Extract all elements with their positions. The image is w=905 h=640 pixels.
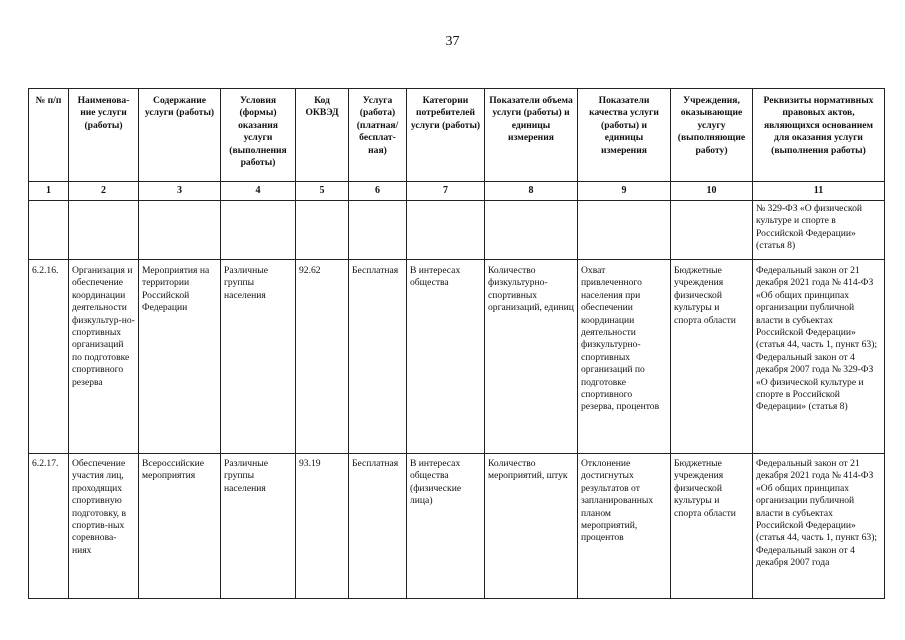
header-cell: Реквизиты нормативных правовых актов, являющихся основанием для оказания услуги (выполнения работы) (753, 89, 885, 182)
header-cell: Показатели качества услуги (работы) и единицы измерения (578, 89, 671, 182)
column-number-row (29, 182, 885, 201)
table-row (29, 260, 885, 454)
column-number: 3 (139, 182, 221, 201)
cell-content (139, 201, 221, 260)
cell-legal-acts: № 329-ФЗ «О физической культуре и спорте в Российской Федерации» (статья 8) (753, 201, 885, 260)
column-number: 9 (578, 182, 671, 201)
cell-quality-indicators (578, 201, 671, 260)
column-number: 5 (296, 182, 349, 201)
cell-quality-indicators: Отклонение достигнутых результатов от запланированных планом мероприятий, процентов (578, 454, 671, 599)
header-cell: Содержание услуги (работы) (139, 89, 221, 182)
cell-number: 6.2.16. (29, 260, 69, 454)
cell-volume-indicators: Количество физкультурно-спортивных организаций, единиц (485, 260, 578, 454)
column-number: 1 (29, 182, 69, 201)
header-cell: Услуга (работа) (платная/ бесплат-ная) (349, 89, 407, 182)
cell-okved: 92.62 (296, 260, 349, 454)
cell-consumers: В интересах общества (физические лица) (407, 454, 485, 599)
column-number: 2 (69, 182, 139, 201)
cell-consumers (407, 201, 485, 260)
cell-content: Всероссийские мероприятия (139, 454, 221, 599)
column-number: 10 (671, 182, 753, 201)
cell-service-name: Организация и обеспечение координации деятельности физкультур-но-спортивных организаций по подготовке спортивного резерва (69, 260, 139, 454)
header-cell: № п/п (29, 89, 69, 182)
cell-legal-acts: Федеральный закон от 21 декабря 2021 года № 414-ФЗ «Об общих принципах организации публичной власти в субъектах Российской Федерации» (статья 44, часть 1, пункт 63); Федеральный закон от 4 декабря 2007 года № 329-ФЗ «О физической культуре и спорте в Российской Федерации» (статья 8) (753, 260, 885, 454)
column-number: 4 (221, 182, 296, 201)
header-cell: Показатели объема услуги (работы) и единицы измерения (485, 89, 578, 182)
cell-institutions: Бюджетные учреждения физической культуры и спорта области (671, 454, 753, 599)
header-row (29, 89, 885, 182)
cell-content: Мероприятия на территории Российской Федерации (139, 260, 221, 454)
cell-conditions: Различные группы населения (221, 454, 296, 599)
cell-okved (296, 201, 349, 260)
header-cell: Код ОКВЭД (296, 89, 349, 182)
cell-service-name: Обеспечение участия лиц, проходящих спортивную подготовку, в спортив-ных соревнова-ниях (69, 454, 139, 599)
header-cell: Наименова-ние услуги (работы) (69, 89, 139, 182)
cell-conditions: Различные группы населения (221, 260, 296, 454)
header-cell: Условия (формы) оказания услуги (выполнения работы) (221, 89, 296, 182)
cell-institutions (671, 201, 753, 260)
cell-volume-indicators (485, 201, 578, 260)
column-number: 7 (407, 182, 485, 201)
column-number: 8 (485, 182, 578, 201)
header-cell: Категории потребителей услуги (работы) (407, 89, 485, 182)
cell-number: 6.2.17. (29, 454, 69, 599)
column-number: 6 (349, 182, 407, 201)
column-number: 11 (753, 182, 885, 201)
header-cell: Учреждения, оказывающие услугу (выполняющие работу) (671, 89, 753, 182)
cell-paid-free: Бесплатная (349, 454, 407, 599)
cell-paid-free: Бесплатная (349, 260, 407, 454)
services-table (28, 88, 885, 599)
cell-volume-indicators: Количество мероприятий, штук (485, 454, 578, 599)
cell-service-name (69, 201, 139, 260)
cell-okved: 93.19 (296, 454, 349, 599)
cell-conditions (221, 201, 296, 260)
table-row (29, 454, 885, 599)
cell-consumers: В интересах общества (407, 260, 485, 454)
cell-institutions: Бюджетные учреждения физической культуры и спорта области (671, 260, 753, 454)
page-number: 37 (445, 34, 460, 49)
cell-quality-indicators: Охват привлеченного населения при обеспечении координации деятельности физкультурно-спортивных организаций по подготовке спортивного резерва, процентов (578, 260, 671, 454)
cell-paid-free (349, 201, 407, 260)
cell-number (29, 201, 69, 260)
table-row (29, 201, 885, 260)
cell-legal-acts: Федеральный закон от 21 декабря 2021 года № 414-ФЗ «Об общих принципах организации публичной власти в субъектах Российской Федерации» (статья 44, часть 1, пункт 63); Федеральный закон от 4 декабря 2007 года (753, 454, 885, 599)
